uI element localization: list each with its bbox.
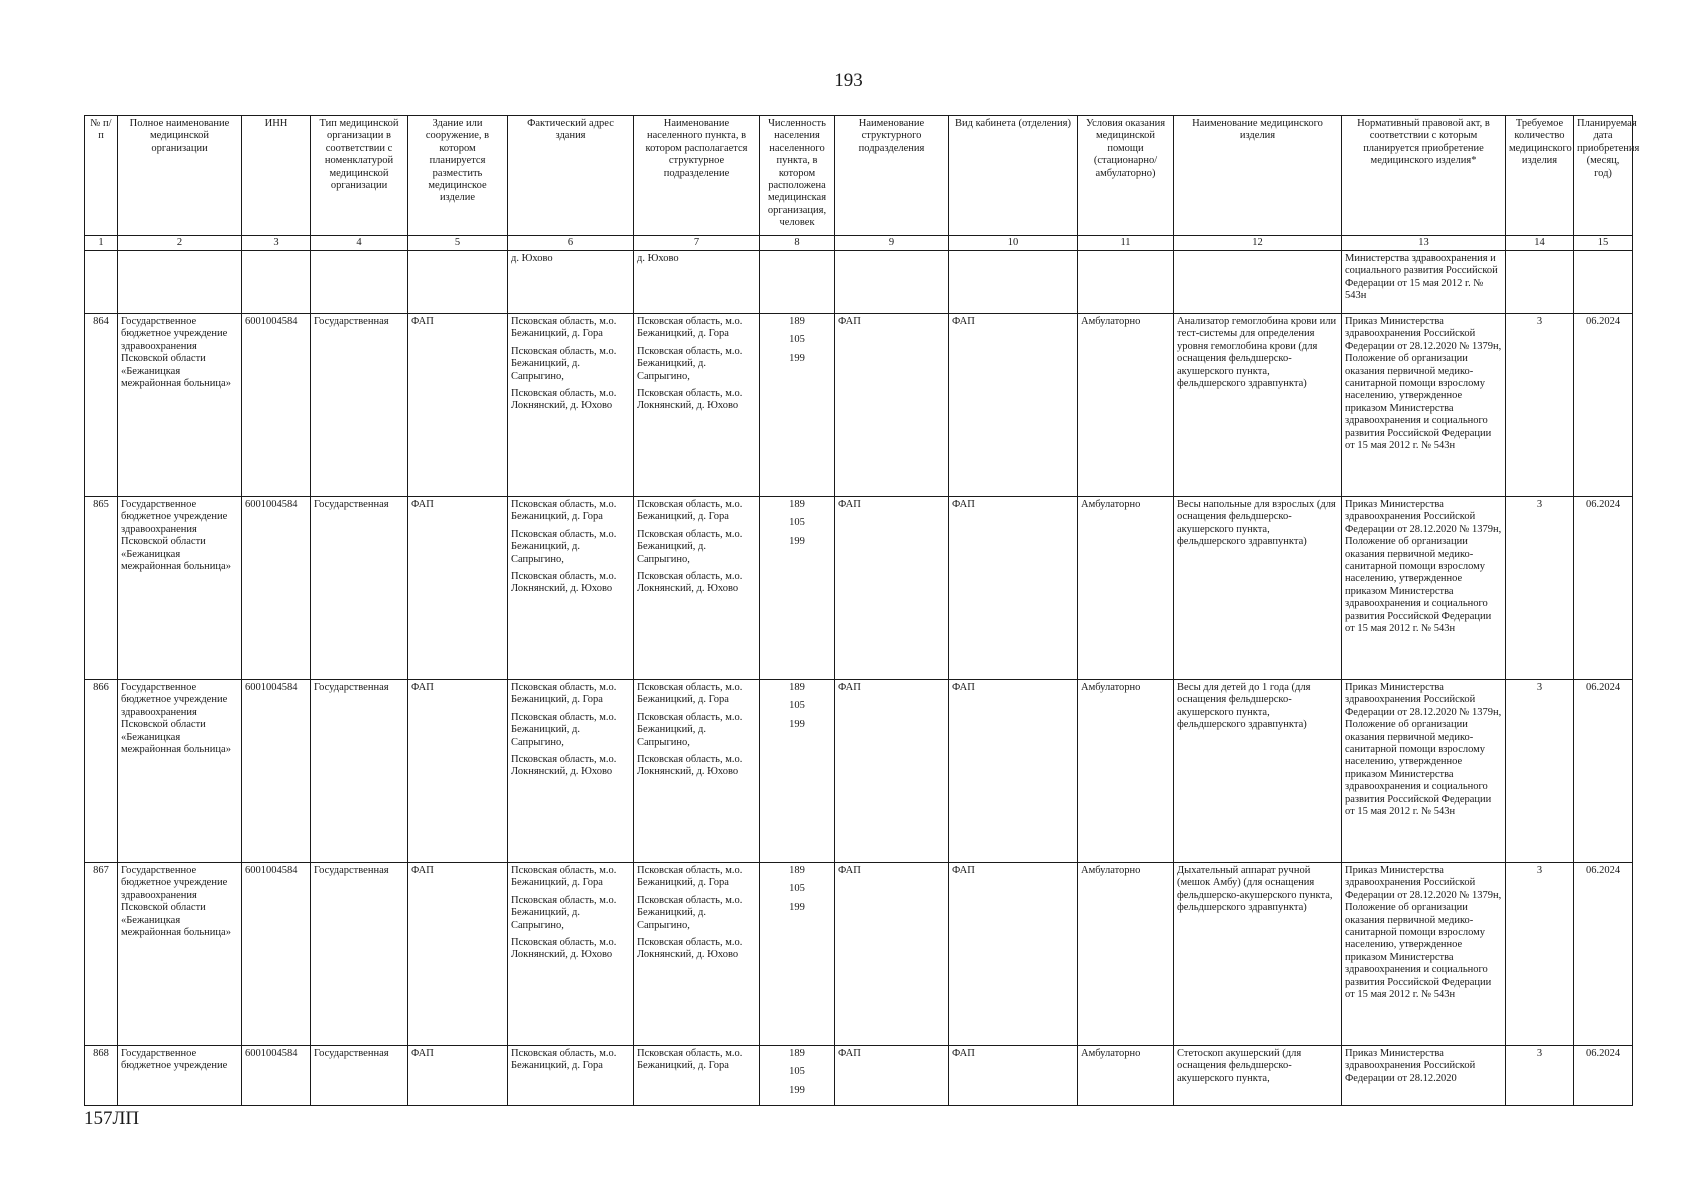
header-cell: Вид кабинета (отделения) [949, 116, 1078, 236]
cell-cabinet: ФАП [949, 314, 1078, 497]
cell-unit: ФАП [835, 863, 949, 1046]
column-number: 9 [835, 236, 949, 251]
header-cell: № п/п [85, 116, 118, 236]
cell-device [1174, 251, 1342, 314]
column-number: 7 [634, 236, 760, 251]
cell-conditions: Амбулаторно [1078, 1046, 1174, 1106]
cell-population [760, 680, 835, 863]
cell-date: 06.2024 [1574, 680, 1633, 863]
cell-inn: 6001004584 [242, 680, 311, 863]
cell-inn: 6001004584 [242, 1046, 311, 1106]
cell-unit: ФАП [835, 1046, 949, 1106]
header-cell: Наименование населенного пункта, в котором располагается структурное подразделение [634, 116, 760, 236]
cell-unit: ФАП [835, 497, 949, 680]
column-number: 13 [1342, 236, 1506, 251]
population-value: 105 [789, 334, 805, 346]
table-row [85, 863, 1633, 1046]
settlement-line: Псковская область, м.о. Бежаницкий, д. Гора [637, 316, 743, 340]
cell-num: 866 [85, 680, 118, 863]
header-cell: Нормативный правовой акт, в соответствии с которым планируется приобретение медицинского изделия* [1342, 116, 1506, 236]
equipment-table [84, 115, 1640, 1106]
settlement-line: Псковская область, м.о. Бежаницкий, д. Гора [637, 499, 743, 523]
cell-inn: 6001004584 [242, 314, 311, 497]
cell-quantity: 3 [1506, 1046, 1574, 1106]
cell-num: 868 [85, 1046, 118, 1106]
cell-settlement [634, 863, 760, 1046]
settlement-line: Псковская область, м.о. Бежаницкий, д. Сапрыгино, [637, 528, 743, 565]
cell-address [508, 497, 634, 680]
cell-date [1574, 251, 1633, 314]
cell-unit [835, 251, 949, 314]
settlement-line: Псковская область, м.о. Локнянский, д. Юхово [637, 937, 743, 961]
cell-device: Дыхательный аппарат ручной (мешок Амбу) (для оснащения фельдшерско-акушерского пункта, фельдшерского здравпункта) [1174, 863, 1342, 1046]
cell-type: Государственная [311, 497, 408, 680]
page-number: 193 [834, 70, 863, 91]
cell-type [311, 251, 408, 314]
cell-unit: ФАП [835, 314, 949, 497]
cell-settlement [634, 314, 760, 497]
cell-address: д. Юхово [508, 251, 634, 314]
cell-device: Анализатор гемоглобина крови или тест-системы для определения уровня гемоглобина крови (для оснащения фельдшерско-акушерского пункта, фельдшерского здравпункта) [1174, 314, 1342, 497]
population-value: 199 [789, 901, 805, 913]
cell-device: Стетоскоп акушерский (для оснащения фельдшерско-акушерского пункта, [1174, 1046, 1342, 1106]
population-value: 189 [789, 865, 805, 876]
cell-device: Весы для детей до 1 года (для оснащения фельдшерско-акушерского пункта, фельдшерского здравпункта) [1174, 680, 1342, 863]
cell-address [508, 314, 634, 497]
cell-population [760, 497, 835, 680]
settlement-line: Псковская область, м.о. Локнянский, д. Юхово [637, 388, 743, 412]
header-cell: Полное наименование медицинской организации [118, 116, 242, 236]
address-line: Псковская область, м.о. Локнянский, д. Юхово [511, 571, 617, 595]
population-value: 199 [789, 352, 805, 364]
cell-settlement: Псковская область, м.о. Бежаницкий, д. Гора [634, 1046, 760, 1106]
header-cell: Наименование медицинского изделия [1174, 116, 1342, 236]
cell-settlement [634, 680, 760, 863]
address-line: Псковская область, м.о. Локнянский, д. Юхово [511, 388, 617, 412]
settlement-line: Псковская область, м.о. Бежаницкий, д. Гора [637, 865, 743, 889]
address-line: Псковская область, м.о. Локнянский, д. Юхово [511, 754, 617, 778]
column-number: 5 [408, 236, 508, 251]
cell-quantity [1506, 251, 1574, 314]
continuation-row [85, 251, 1633, 314]
header-cell: Планируемая дата приобретения (месяц, год) [1574, 116, 1633, 236]
header-cell: Здание или сооружение, в котором планируется разместить медицинское изделие [408, 116, 508, 236]
population-value: 189 [789, 682, 805, 693]
cell-num [85, 251, 118, 314]
column-number: 8 [760, 236, 835, 251]
cell-building: ФАП [408, 1046, 508, 1106]
population-value: 105 [789, 1066, 805, 1078]
cell-quantity: 3 [1506, 497, 1574, 680]
cell-type: Государственная [311, 680, 408, 863]
cell-conditions: Амбулаторно [1078, 497, 1174, 680]
cell-cabinet: ФАП [949, 680, 1078, 863]
cell-cabinet: ФАП [949, 1046, 1078, 1106]
header-cell: Условия оказания медицинской помощи (стационарно/ амбулаторно) [1078, 116, 1174, 236]
cell-legal-act: Приказ Министерства здравоохранения Российской Федерации от 28.12.2020 № 1379н, Положение об организации оказания первичной медико-санитарной помощи взрослому населению, утвержденное приказом Министерства здравоохранения и социального развития Российской Федерации от 15 мая 2012 г. № 543н [1342, 314, 1506, 497]
cell-conditions: Амбулаторно [1078, 680, 1174, 863]
address-line: Псковская область, м.о. Бежаницкий, д. Сапрыгино, [511, 528, 617, 565]
address-line: Псковская область, м.о. Бежаницкий, д. Сапрыгино, [511, 711, 617, 748]
address-line: Псковская область, м.о. Локнянский, д. Юхово [511, 937, 617, 961]
cell-legal-act: Приказ Министерства здравоохранения Российской Федерации от 28.12.2020 № 1379н, Положение об организации оказания первичной медико-санитарной помощи взрослому населению, утвержденное приказом Министерства здравоохранения и социального развития Российской Федерации от 15 мая 2012 г. № 543н [1342, 497, 1506, 680]
population-value: 189 [789, 1048, 805, 1059]
column-number: 11 [1078, 236, 1174, 251]
header-cell: Фактический адрес здания [508, 116, 634, 236]
cell-population [760, 863, 835, 1046]
cell-type: Государственная [311, 1046, 408, 1106]
cell-building: ФАП [408, 497, 508, 680]
cell-num: 865 [85, 497, 118, 680]
address-line: Псковская область, м.о. Бежаницкий, д. Гора [511, 682, 617, 706]
address-line: Псковская область, м.о. Бежаницкий, д. Гора [511, 499, 617, 523]
population-value: 105 [789, 883, 805, 895]
column-number: 4 [311, 236, 408, 251]
header-cell: Требуемое количество медицинского изделия [1506, 116, 1574, 236]
cell-date: 06.2024 [1574, 314, 1633, 497]
population-value: 189 [789, 499, 805, 510]
column-number: 3 [242, 236, 311, 251]
cell-date: 06.2024 [1574, 863, 1633, 1046]
column-number: 6 [508, 236, 634, 251]
column-number: 10 [949, 236, 1078, 251]
cell-population [760, 251, 835, 314]
cell-unit: ФАП [835, 680, 949, 863]
population-value: 105 [789, 700, 805, 712]
population-value: 189 [789, 316, 805, 327]
column-number: 2 [118, 236, 242, 251]
cell-num: 867 [85, 863, 118, 1046]
cell-org: Государственное бюджетное учреждение здравоохранения Псковской области «Бежаницкая межрайонная больница» [118, 680, 242, 863]
cell-num: 864 [85, 314, 118, 497]
cell-legal-act: Приказ Министерства здравоохранения Российской Федерации от 28.12.2020 № 1379н, Положение об организации оказания первичной медико-санитарной помощи взрослому населению, утвержденное приказом Министерства здравоохранения и социального развития Российской Федерации от 15 мая 2012 г. № 543н [1342, 680, 1506, 863]
cell-conditions: Амбулаторно [1078, 863, 1174, 1046]
cell-legal-act: Министерства здравоохранения и социального развития Российской Федерации от 15 мая 2012 г. № 543н [1342, 251, 1506, 314]
cell-conditions: Амбулаторно [1078, 314, 1174, 497]
table-row [85, 1046, 1633, 1106]
cell-settlement [634, 497, 760, 680]
settlement-line: Псковская область, м.о. Локнянский, д. Юхово [637, 571, 743, 595]
cell-inn: 6001004584 [242, 497, 311, 680]
cell-quantity: 3 [1506, 680, 1574, 863]
population-value: 105 [789, 517, 805, 529]
table-row [85, 314, 1633, 497]
header-row [85, 116, 1633, 236]
settlement-line: Псковская область, м.о. Бежаницкий, д. Гора [637, 682, 743, 706]
header-cell: ИНН [242, 116, 311, 236]
address-line: Псковская область, м.о. Бежаницкий, д. Сапрыгино, [511, 894, 617, 931]
cell-org: Государственное бюджетное учреждение [118, 1046, 242, 1106]
population-value: 199 [789, 1084, 805, 1096]
cell-cabinet [949, 251, 1078, 314]
column-number: 15 [1574, 236, 1633, 251]
settlement-line: Псковская область, м.о. Бежаницкий, д. Сапрыгино, [637, 711, 743, 748]
cell-address [508, 680, 634, 863]
cell-cabinet: ФАП [949, 863, 1078, 1046]
cell-population [760, 314, 835, 497]
address-line: Псковская область, м.о. Бежаницкий, д. Сапрыгино, [511, 345, 617, 382]
cell-org: Государственное бюджетное учреждение здравоохранения Псковской области «Бежаницкая межрайонная больница» [118, 497, 242, 680]
cell-date: 06.2024 [1574, 497, 1633, 680]
cell-building: ФАП [408, 680, 508, 863]
header-cell: Численность населения населенного пункта, в котором расположена медицинская организация, человек [760, 116, 835, 236]
table-row [85, 497, 1633, 680]
cell-cabinet: ФАП [949, 497, 1078, 680]
cell-inn [242, 251, 311, 314]
settlement-line: Псковская область, м.о. Бежаницкий, д. Сапрыгино, [637, 345, 743, 382]
column-number: 12 [1174, 236, 1342, 251]
cell-settlement: д. Юхово [634, 251, 760, 314]
table-row [85, 680, 1633, 863]
cell-type: Государственная [311, 863, 408, 1046]
cell-date: 06.2024 [1574, 1046, 1633, 1106]
population-value: 199 [789, 535, 805, 547]
address-line: Псковская область, м.о. Бежаницкий, д. Гора [511, 316, 617, 340]
cell-legal-act: Приказ Министерства здравоохранения Российской Федерации от 28.12.2020 № 1379н, Положение об организации оказания первичной медико-санитарной помощи взрослому населению, утвержденное приказом Министерства здравоохранения и социального развития Российской Федерации от 15 мая 2012 г. № 543н [1342, 863, 1506, 1046]
cell-quantity: 3 [1506, 314, 1574, 497]
cell-legal-act: Приказ Министерства здравоохранения Российской Федерации от 28.12.2020 [1342, 1046, 1506, 1106]
column-number: 1 [85, 236, 118, 251]
address-line: Псковская область, м.о. Бежаницкий, д. Гора [511, 865, 617, 889]
header-cell: Тип медицинской организации в соответствии с номенклатурой медицинской организации [311, 116, 408, 236]
cell-org: Государственное бюджетное учреждение здравоохранения Псковской области «Бежаницкая межрайонная больница» [118, 863, 242, 1046]
cell-org: Государственное бюджетное учреждение здравоохранения Псковской области «Бежаницкая межрайонная больница» [118, 314, 242, 497]
column-number: 14 [1506, 236, 1574, 251]
cell-quantity: 3 [1506, 863, 1574, 1046]
cell-address [508, 863, 634, 1046]
settlement-line: Псковская область, м.о. Бежаницкий, д. Сапрыгино, [637, 894, 743, 931]
column-number-row [85, 236, 1633, 251]
cell-population [760, 1046, 835, 1106]
header-cell: Наименование структурного подразделения [835, 116, 949, 236]
document-code: 157ЛП [84, 1108, 140, 1129]
settlement-line: Псковская область, м.о. Локнянский, д. Юхово [637, 754, 743, 778]
cell-inn: 6001004584 [242, 863, 311, 1046]
cell-type: Государственная [311, 314, 408, 497]
cell-building: ФАП [408, 314, 508, 497]
cell-address: Псковская область, м.о. Бежаницкий, д. Гора [508, 1046, 634, 1106]
cell-org [118, 251, 242, 314]
cell-conditions [1078, 251, 1174, 314]
cell-building: ФАП [408, 863, 508, 1046]
population-value: 199 [789, 718, 805, 730]
cell-building [408, 251, 508, 314]
cell-device: Весы напольные для взрослых (для оснащения фельдшерско-акушерского пункта, фельдшерского здравпункта) [1174, 497, 1342, 680]
